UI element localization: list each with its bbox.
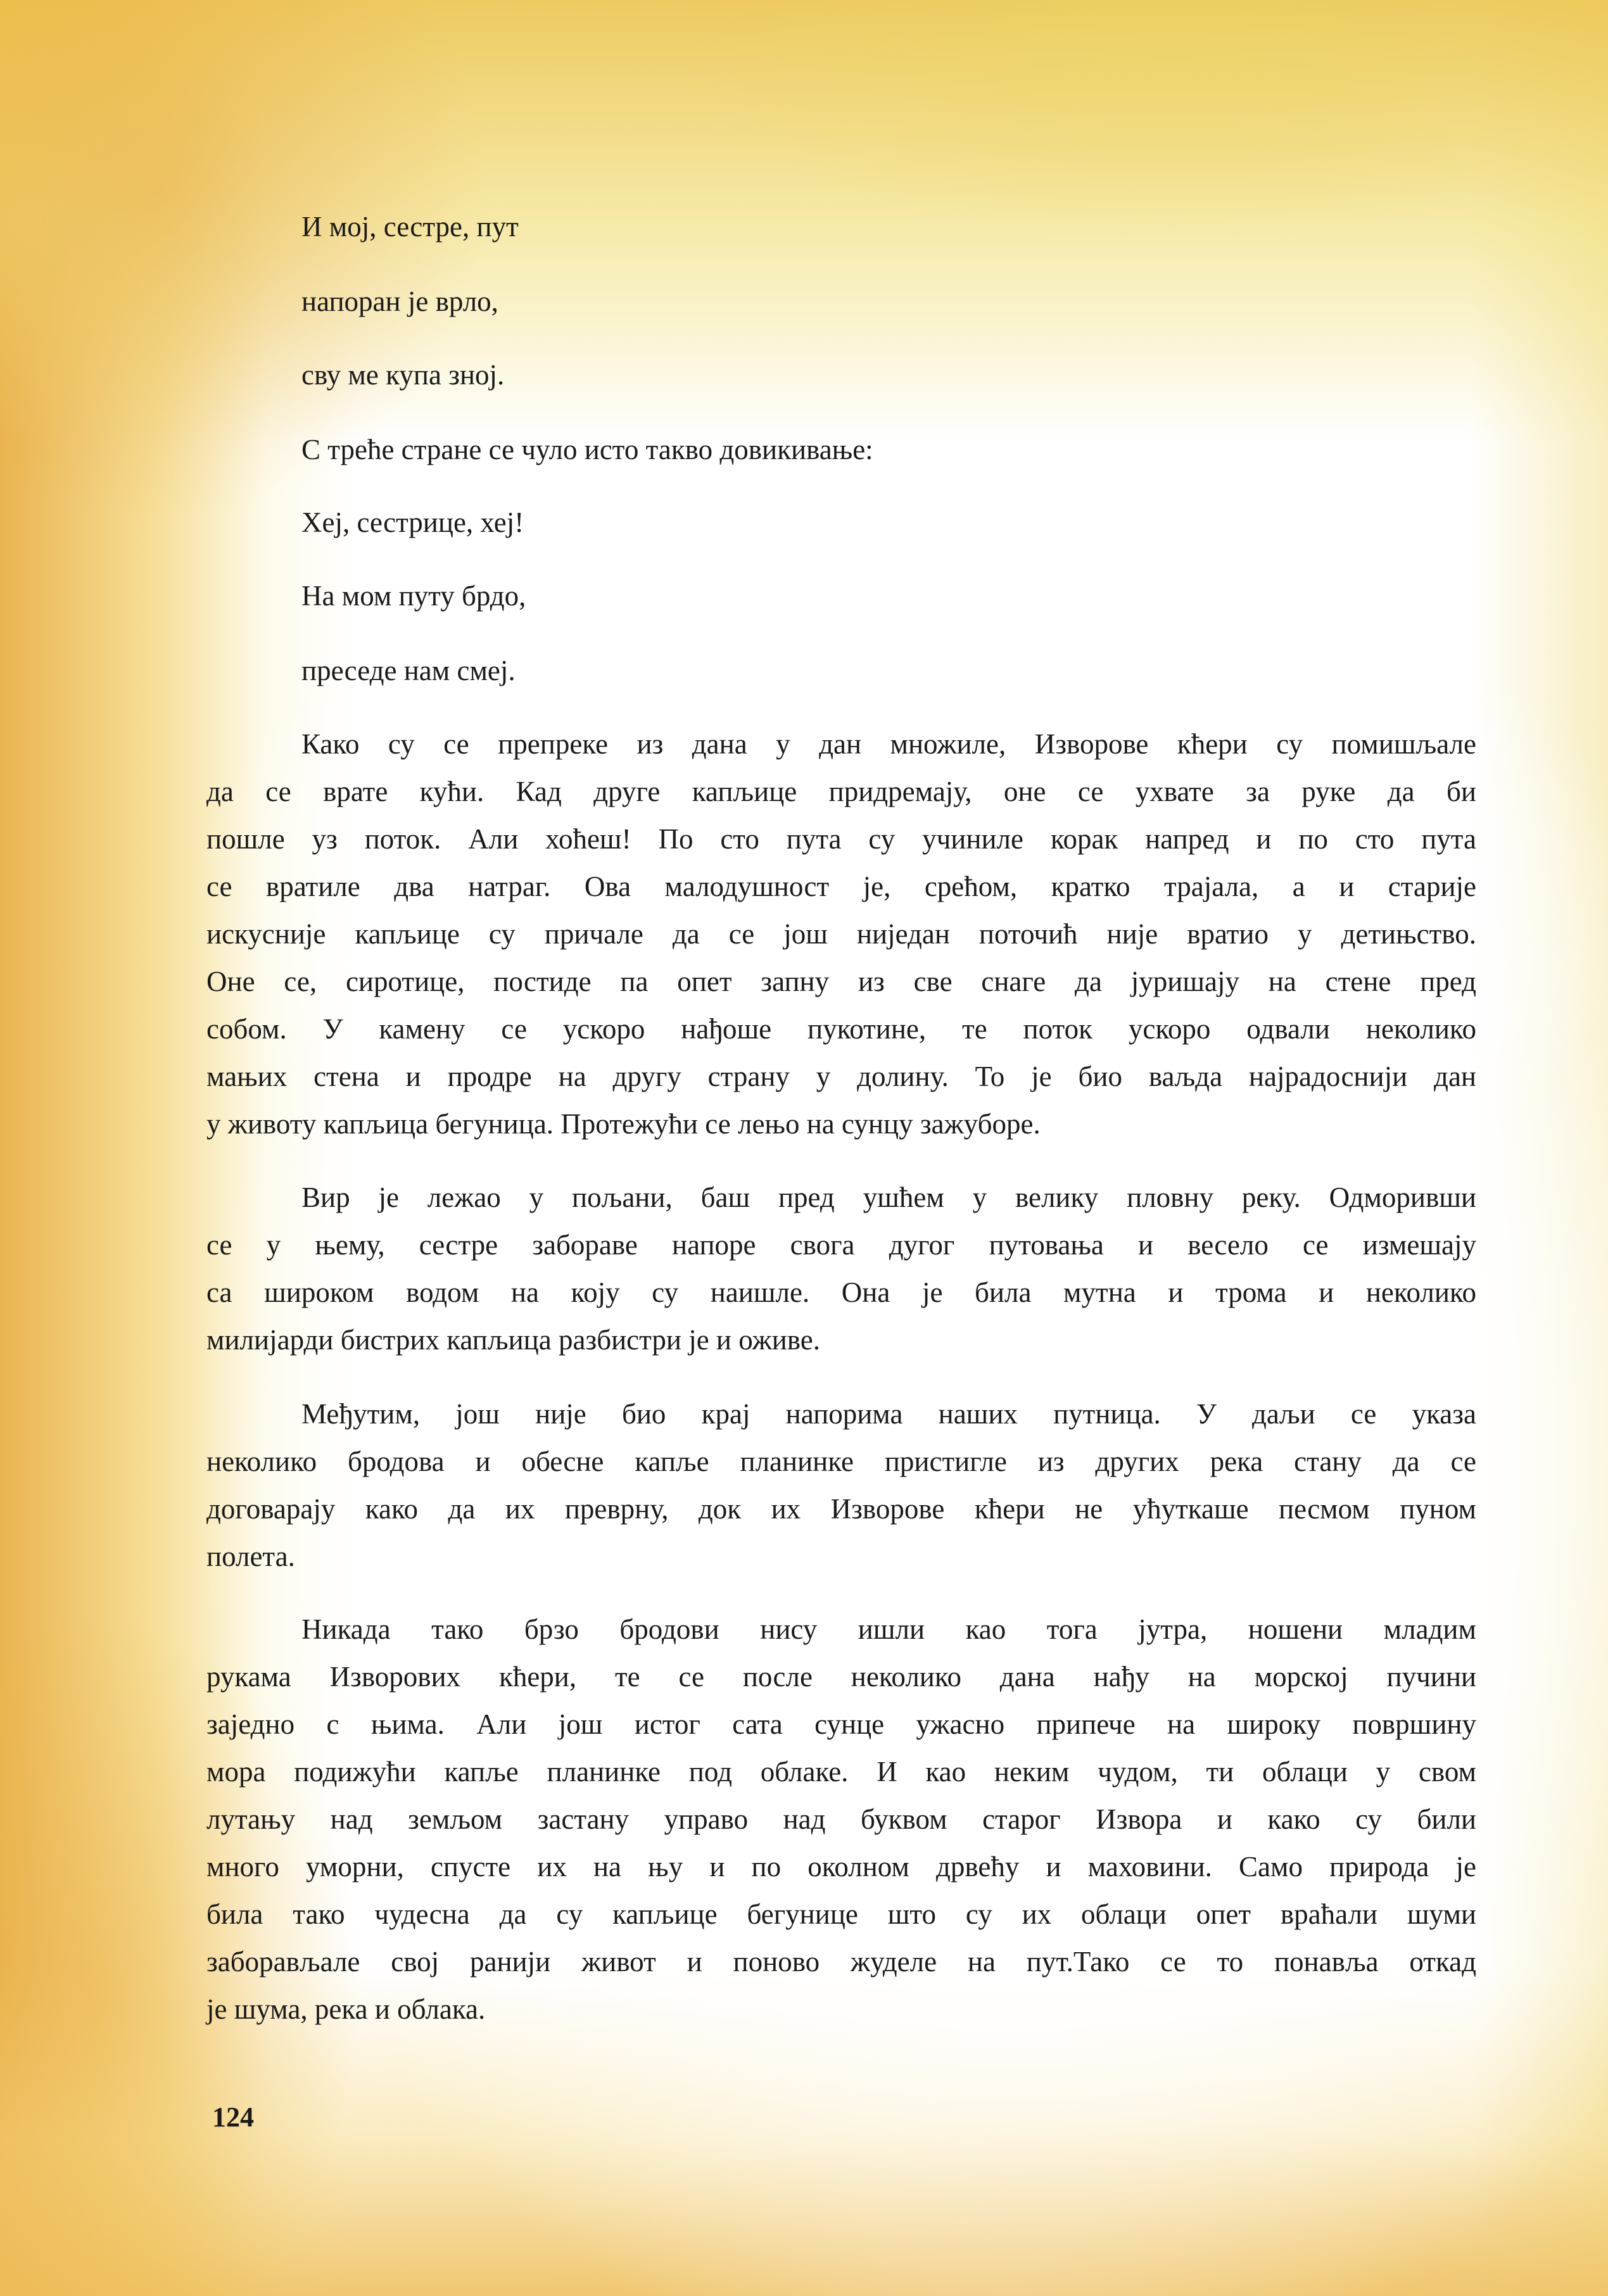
paragraph-line: се у њему, сестре забораве напоре свога дугог путовања и весело се измешају <box>206 1229 1476 1261</box>
paragraph-line: се вратиле два натраг. Ова малодушност је, срећом, кратко трајала, а и старије <box>206 871 1476 902</box>
paragraph-line: собом. У камену се ускоро нађоше пукотине, те поток ускоро одвали неколико <box>206 1013 1476 1045</box>
paragraph-line: заједно с њима. Али још истог сата сунце ужасно припече на широку површину <box>206 1708 1476 1740</box>
verse-line: преседе нам смеј. <box>301 655 516 686</box>
paragraph-line: мора подижући капље планинке под облаке. И као неким чудом, ти облаци у свом <box>206 1756 1476 1788</box>
paragraph-line: у животу капљица бегуница. Протежући се лењо на сунцу зажуборе. <box>206 1108 1041 1140</box>
verse-line: напоран је врло, <box>301 286 498 317</box>
verse-line: На мом путу брдо, <box>301 580 526 612</box>
paragraph-line: искусније капљице су причале да се још ниједан поточић није вратио у детињство. <box>206 918 1476 950</box>
paragraph-line: много уморни, спусте их на њу и по околном дрвећу и маховини. Само природа је <box>206 1851 1476 1883</box>
verse-line: сву ме купа зној. <box>301 359 505 391</box>
paragraph-line: је шума, река и облака. <box>206 1993 486 2025</box>
paragraph-line: рукама Изворових кћери, те се после неколико дана нађу на морској пучини <box>206 1661 1476 1693</box>
paragraph-line: са широком водом на коју су наишле. Она је била мутна и трома и неколико <box>206 1277 1476 1308</box>
paragraph-line: мањих стена и продре на другу страну у долину. То је био ваљда најрадоснији дан <box>206 1061 1476 1092</box>
paragraph-line: неколико бродова и обесне капље планинке пристигле из других река стану да се <box>206 1446 1476 1477</box>
verse-line: С треће стране се чуло исто такво довикивање: <box>301 434 873 465</box>
paragraph-line: Никада тако брзо бродови нису ишли као тога јутра, ношени младим <box>301 1613 1476 1645</box>
paragraph-line: полета. <box>206 1541 295 1572</box>
paragraph <box>206 1606 1476 2033</box>
paragraph-line: заборављале свој ранији живот и поново жуделе на пут.Тако се то понавља откад <box>206 1946 1476 1977</box>
paragraph-line: Вир је лежао у пољани, баш пред ушћем у велику пловну реку. Одморивши <box>301 1182 1476 1213</box>
paragraph-line: Оне се, сиротице, постиде па опет запну из све снаге да јуришају на стене пред <box>206 966 1476 997</box>
verse-line: И мој, сестре, пут <box>301 211 519 243</box>
paragraph-line: била тако чудесна да су капљице бегунице што су их облаци опет враћали шуми <box>206 1898 1476 1930</box>
paragraph-line: милијарди бистрих капљица разбистри је и оживе. <box>206 1324 821 1356</box>
verse-line: Хеј, сестрице, хеј! <box>301 507 524 538</box>
paragraph-line: Како су се препреке из дана у дан множиле, Изворове кћери су помишљале <box>301 728 1476 760</box>
paragraph <box>206 1391 1476 1580</box>
page-number: 124 <box>212 2102 254 2133</box>
paragraph-line: пошле уз поток. Али хоћеш! По сто пута су учиниле корак напред и по сто пута <box>206 823 1476 855</box>
paragraph-line: лутању над земљом застану управо над буквом старог Извора и како су били <box>206 1803 1476 1835</box>
paragraph-line: договарају како да их преврну, док их Изворове кћери не ућуткаше песмом пуном <box>206 1493 1476 1525</box>
paragraph <box>206 721 1476 1148</box>
paragraph-line: Међутим, још није био крај напорима наших путница. У даљи се указа <box>301 1398 1476 1430</box>
paragraph-line: да се врате кући. Кад друге капљице придремају, оне се ухвате за руке да би <box>206 776 1476 807</box>
paragraph <box>206 1174 1476 1364</box>
